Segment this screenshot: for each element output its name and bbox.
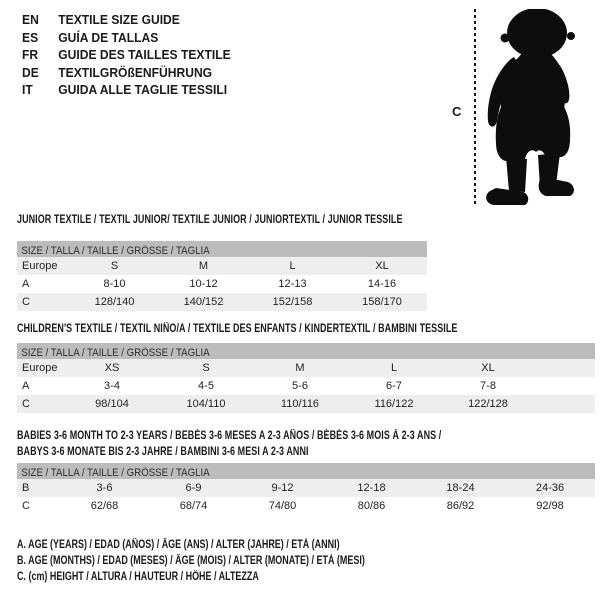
- value-cell: 8-10: [103, 278, 126, 290]
- value-cell: 98/104: [95, 398, 129, 410]
- spacer-cell: [535, 359, 595, 377]
- legend-line: C. (cm) HEIGHT / ALTURA / HAUTEUR / HÖHE / ALTEZZA: [17, 571, 259, 583]
- language-guide-title: GUIDA ALLE TAGLIE TESSILI: [58, 82, 228, 97]
- value-cell: 104/110: [186, 398, 226, 410]
- language-row: [22, 29, 231, 47]
- value-cell: 12-18: [357, 482, 386, 494]
- spacer-cell: [535, 395, 595, 413]
- value-cell: 116/122: [374, 398, 414, 410]
- value-cell: 12-13: [278, 278, 307, 290]
- height-measure-label: C: [452, 104, 462, 119]
- babies-size-table-section: [17, 428, 595, 515]
- table-row: [17, 377, 595, 395]
- size-header-label: SIZE / TALLA / TAILLE / GRÖSSE / TAGLIA: [21, 245, 210, 257]
- size-table: [17, 257, 427, 311]
- size-table: [17, 359, 595, 413]
- legend-line: A. AGE (YEARS) / EDAD (AÑOS) / ÂGE (ANS) / ALTER (JAHRE) / ETÀ (ANNI): [17, 539, 340, 551]
- baby-ear-left: [501, 34, 510, 43]
- table-row: [17, 395, 595, 413]
- value-cell: 10-12: [189, 278, 218, 290]
- value-cell: 80/86: [357, 500, 386, 512]
- baby-silhouette: [480, 9, 576, 211]
- row-label-cell: Europe: [22, 362, 58, 374]
- value-cell: L: [289, 260, 296, 272]
- table-title: [17, 428, 595, 460]
- value-cell: 6-7: [386, 380, 402, 392]
- value-cell: 9-12: [271, 482, 294, 494]
- value-cell: 110/116: [280, 398, 320, 410]
- value-cell: 14-16: [367, 278, 397, 290]
- row-label-cell: A: [22, 278, 30, 290]
- language-code: IT: [22, 82, 33, 97]
- value-cell: S: [202, 362, 210, 374]
- value-cell: L: [390, 362, 398, 374]
- table-row: [17, 257, 427, 275]
- language-code: ES: [22, 29, 39, 45]
- value-cell: 4-5: [198, 380, 214, 392]
- value-cell: 86/92: [446, 500, 475, 512]
- value-cell: 68/74: [179, 500, 208, 512]
- value-cell: S: [110, 260, 119, 272]
- row-label-cell: B: [22, 482, 30, 494]
- language-row: [22, 46, 231, 64]
- value-cell: 62/68: [90, 500, 119, 512]
- value-cell: 5-6: [292, 380, 308, 392]
- language-guide-title: TEXTILE SIZE GUIDE: [58, 12, 180, 27]
- size-header-label: SIZE / TALLA / TAILLE / GRÖSSE / TAGLIA: [21, 347, 210, 359]
- baby-leg-left: [506, 157, 527, 192]
- language-title-list: [22, 11, 246, 99]
- table-title-line: CHILDREN'S TEXTILE / TEXTIL NIÑO/A / TEXTILE DES ENFANTS / KINDERTEXTIL / BAMBINI TESSILE: [17, 323, 458, 335]
- language-guide-title: GUIDE DES TAILLES TEXTILE: [58, 47, 231, 62]
- value-cell: 3-6: [96, 482, 113, 494]
- value-cell: 92/98: [536, 500, 564, 512]
- value-cell: 152/158: [272, 296, 313, 308]
- table-title: [17, 212, 427, 228]
- value-cell: M: [295, 362, 305, 374]
- language-row: [22, 11, 231, 29]
- value-cell: XS: [104, 362, 120, 374]
- value-cell: 7-8: [480, 380, 496, 392]
- value-cell: 140/152: [183, 296, 224, 308]
- table-row: [17, 479, 595, 497]
- measurement-legend: [17, 537, 463, 585]
- value-cell: 74/80: [268, 500, 297, 512]
- size-header-label: SIZE / TALLA / TAILLE / GRÖSSE / TAGLIA: [21, 467, 210, 479]
- baby-foot-right: [539, 177, 574, 196]
- baby-head: [507, 9, 567, 58]
- language-code: FR: [22, 47, 39, 62]
- table-row: [17, 497, 595, 515]
- size-header-bar: [17, 343, 595, 359]
- legend-line: B. AGE (MONTHS) / EDAD (MESES) / ÂGE (MOIS) / ALTER (MONATE) / ETÀ (MESI): [17, 555, 365, 567]
- size-header-bar: [17, 463, 595, 479]
- table-title-line: BABIES 3-6 MONTH TO 2-3 YEARS / BEBÉS 3-6 MESES A 2-3 AÑOS / BÉBÉS 3-6 MOIS À 2-3 ANS /: [17, 430, 442, 442]
- table-title: [17, 321, 595, 337]
- value-cell: 18-24: [446, 482, 475, 494]
- table-row: [17, 293, 427, 311]
- language-row: [22, 64, 231, 82]
- language-code: EN: [22, 12, 39, 27]
- baby-ear-right: [567, 32, 575, 40]
- language-guide-title: GUÍA DE TALLAS: [58, 29, 159, 45]
- spacer-cell: [535, 377, 595, 395]
- value-cell: 128/140: [94, 296, 135, 308]
- children-size-table-section: [17, 321, 595, 413]
- language-code: DE: [22, 64, 39, 80]
- value-cell: M: [198, 260, 209, 272]
- row-label-cell: C: [22, 500, 30, 512]
- baby-shorts: [496, 105, 570, 161]
- value-cell: 3-4: [104, 380, 120, 392]
- junior-size-table-section: [17, 212, 427, 311]
- size-header-bar: [17, 241, 427, 257]
- height-measure-dashed-line: [474, 9, 476, 206]
- row-label-cell: C: [22, 296, 30, 308]
- row-label-cell: Europe: [22, 260, 58, 272]
- value-cell: 158/170: [362, 296, 402, 308]
- language-guide-title: TEXTILGRÖßENFÜHRUNG: [58, 64, 213, 80]
- row-label-cell: C: [22, 398, 30, 410]
- size-table: [17, 479, 595, 515]
- row-label-cell: A: [22, 380, 30, 392]
- value-cell: 24-36: [535, 482, 565, 494]
- table-title-line: JUNIOR TEXTILE / TEXTIL JUNIOR/ TEXTILE JUNIOR / JUNIORTEXTIL / JUNIOR TESSILE: [17, 214, 403, 226]
- language-row: [22, 81, 231, 99]
- value-cell: 122/128: [468, 398, 508, 410]
- table-row: [17, 275, 427, 293]
- table-title-line: BABYS 3-6 MONATE BIS 2-3 JAHRE / BAMBINI 3-6 MESI A 2-3 ANNI: [17, 446, 309, 458]
- value-cell: 6-9: [185, 482, 202, 494]
- value-cell: XL: [481, 362, 495, 374]
- value-cell: XL: [375, 260, 389, 272]
- table-row: [17, 359, 595, 377]
